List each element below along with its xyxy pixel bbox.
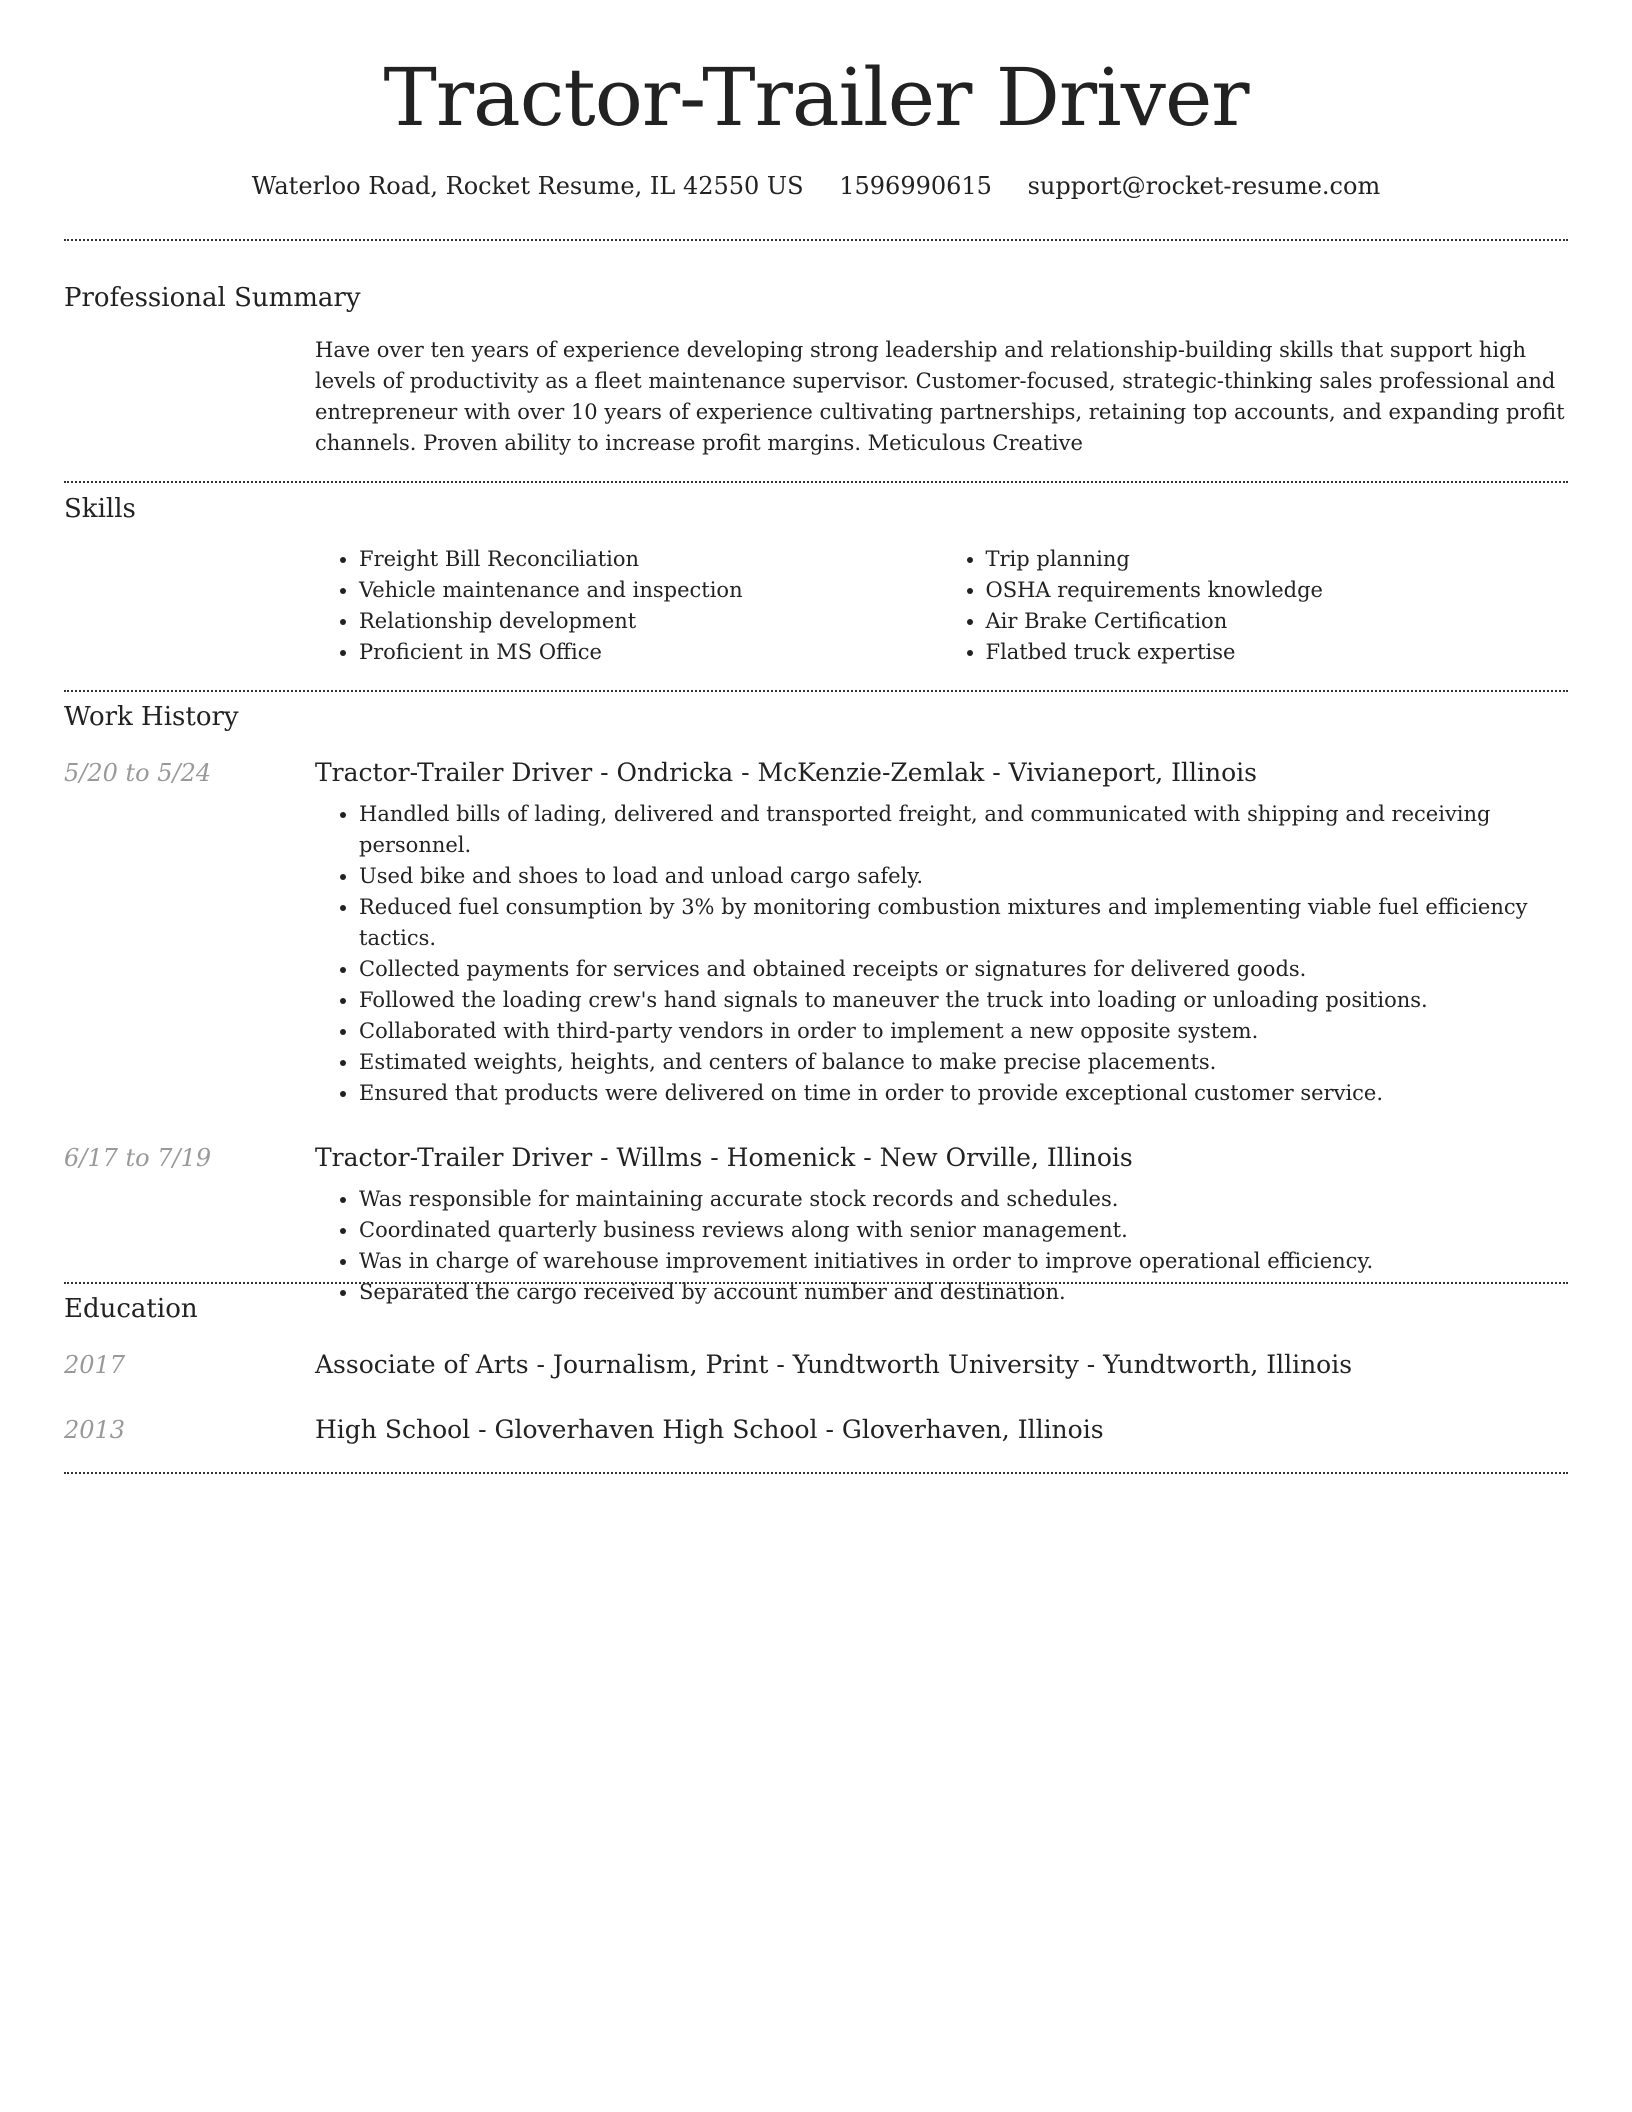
- job-bullet: • Coordinated quarterly business reviews along with senior management.: [359, 1215, 1568, 1246]
- job-heading: Tractor-Trailer Driver - Ondricka - McKenzie-Zemlak - Vivianeport, Illinois: [315, 758, 1257, 787]
- job-bullet: • Ensured that products were delivered on time in order to provide exceptional customer service.: [359, 1078, 1568, 1109]
- job-entry: [64, 758, 1568, 1109]
- job-dates: 6/17 to 7/19: [64, 1144, 212, 1172]
- divider: [64, 690, 1568, 692]
- skill-item: • Freight Bill Reconciliation: [359, 544, 942, 575]
- job-bullet: • Estimated weights, heights, and centers of balance to make precise placements.: [359, 1047, 1568, 1078]
- education-entry: [64, 1415, 1568, 1444]
- skill-item: • Air Brake Certification: [986, 606, 1569, 637]
- skill-item: • Flatbed truck expertise: [986, 637, 1569, 668]
- work-section: [64, 702, 1568, 1308]
- education-year: 2017: [64, 1351, 126, 1379]
- candidate-name: Tractor-Trailer Driver: [383, 51, 1249, 144]
- skill-item: • Trip planning: [986, 544, 1569, 575]
- job-bullet: • Followed the loading crew's hand signals to maneuver the truck into loading or unloading positions.: [359, 985, 1568, 1016]
- job-bullets: [315, 1184, 1568, 1308]
- section-title-work: Work History: [64, 702, 239, 732]
- contact-line: [64, 172, 1568, 200]
- job-bullet: • Separated the cargo received by account number and destination.: [359, 1277, 1568, 1308]
- job-bullet: • Was in charge of warehouse improvement initiatives in order to improve operational efficiency.: [359, 1246, 1568, 1277]
- divider: [64, 481, 1568, 483]
- skills-section: [64, 494, 1568, 668]
- education-entry: [64, 1350, 1568, 1379]
- job-bullet: • Collaborated with third-party vendors in order to implement a new opposite system.: [359, 1016, 1568, 1047]
- skill-item: • Vehicle maintenance and inspection: [359, 575, 942, 606]
- divider: [64, 1472, 1568, 1474]
- skills-list-left: [315, 544, 942, 668]
- summary-section: [64, 283, 1568, 459]
- education-section: [64, 1294, 1568, 1444]
- section-title-education: Education: [64, 1294, 198, 1324]
- education-heading: High School - Gloverhaven High School - Gloverhaven, Illinois: [315, 1415, 1104, 1444]
- education-year: 2013: [64, 1416, 126, 1444]
- skill-item: • OSHA requirements knowledge: [986, 575, 1569, 606]
- divider: [64, 239, 1568, 241]
- education-heading: Associate of Arts - Journalism, Print - Yundtworth University - Yundtworth, Illinois: [315, 1350, 1353, 1379]
- job-heading: Tractor-Trailer Driver - Willms - Homenick - New Orville, Illinois: [315, 1143, 1133, 1172]
- skill-item: • Proficient in MS Office: [359, 637, 942, 668]
- section-title-summary: Professional Summary: [64, 283, 361, 313]
- resume-page: [64, 0, 1568, 1444]
- phone: 1596990615: [839, 172, 992, 200]
- job-bullet: • Reduced fuel consumption by 3% by monitoring combustion mixtures and implementing viable fuel efficiency tactics.: [359, 892, 1568, 954]
- job-bullet: • Handled bills of lading, delivered and transported freight, and communicated with shipping and receiving personnel.: [359, 799, 1568, 861]
- job-dates: 5/20 to 5/24: [64, 759, 212, 787]
- address: Waterloo Road, Rocket Resume, IL 42550 US: [251, 172, 804, 200]
- job-bullets: [315, 799, 1568, 1109]
- section-title-skills: Skills: [64, 494, 136, 524]
- job-bullet: • Collected payments for services and obtained receipts or signatures for delivered goods.: [359, 954, 1568, 985]
- skill-item: • Relationship development: [359, 606, 942, 637]
- skills-list-right: [942, 544, 1569, 668]
- summary-text: Have over ten years of experience developing strong leadership and relationship-building skills that support high levels of productivity as a fleet maintenance supervisor. Customer-focused, strategic-thinking sales professional and entrepreneur with over 10 years of experience cultivating partnerships, retaining top accounts, and expanding profit channels. Proven ability to increase profit margins. Meticulous Creative: [315, 338, 1565, 455]
- job-bullet: • Was responsible for maintaining accurate stock records and schedules.: [359, 1184, 1568, 1215]
- email: support@rocket-resume.com: [1027, 172, 1381, 200]
- divider: [64, 1282, 1568, 1284]
- job-bullet: • Used bike and shoes to load and unload cargo safely.: [359, 861, 1568, 892]
